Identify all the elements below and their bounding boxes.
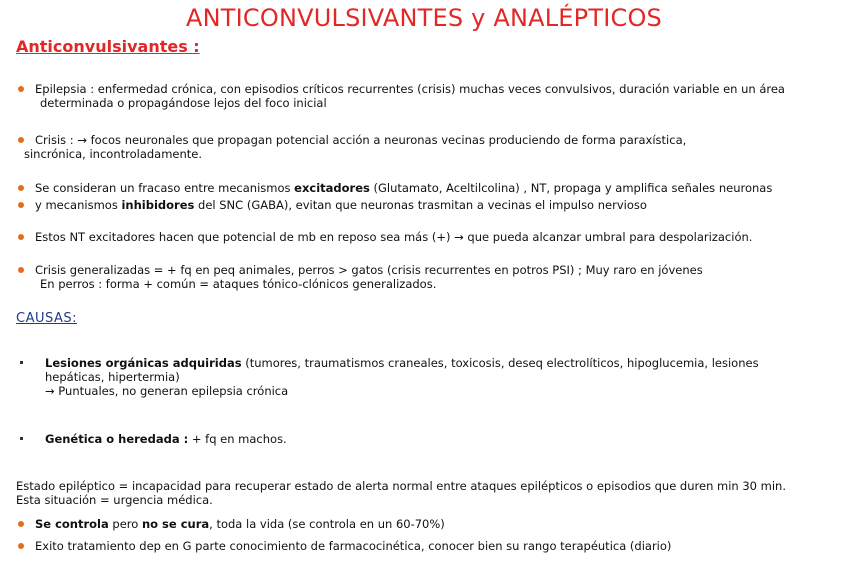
bullet-dot [18, 521, 24, 527]
estado-text-cont: Esta situación = urgencia médica. [16, 493, 213, 507]
estado-epileptico [16, 479, 786, 507]
bold-term: inhibidores [121, 198, 195, 212]
bullet-control [18, 517, 445, 531]
bullet-text: del SNC (GABA), evitan que neuronas trasmitan a vecinas el impulso nervioso [194, 198, 647, 212]
bold-term: Lesiones orgánicas adquiridas [45, 356, 242, 370]
bold-term: Genética o heredada : [45, 432, 189, 446]
bullet-dot [18, 267, 24, 273]
section-heading-anticonvulsivantes: Anticonvulsivantes : [16, 37, 200, 56]
bullet-text-cont: sincrónica, incontroladamente. [24, 147, 203, 161]
bullet-text: Estos NT excitadores hacen que potencial de mb en reposo sea más (+) → que pueda alcanzar umbral para despolarización. [35, 230, 753, 244]
bold-term: Se controla [35, 517, 109, 531]
bullet-crisis [18, 133, 686, 161]
bullet-crisis-generalizadas [18, 263, 703, 291]
bullet-text: Se consideran un fracaso entre mecanismos [35, 181, 295, 195]
cause-lesiones [18, 356, 759, 398]
bullet-text: Exito tratamiento dep en G parte conocimiento de farmacocinética, conocer bien su rango terapéutica (diario) [35, 539, 672, 553]
bullet-text: pero [108, 517, 142, 531]
cause-text: + fq en machos. [188, 432, 287, 446]
cause-text: (tumores, traumatismos craneales, toxicosis, deseq electrolíticos, hipoglucemia, lesiones [241, 356, 759, 370]
bullet-epilepsia [18, 82, 785, 110]
bullet-text: , toda la vida (se controla en un 60-70%) [209, 517, 445, 531]
bullet-dot [18, 137, 24, 143]
square-bullet [20, 437, 23, 440]
bullet-dot [18, 234, 24, 240]
bullet-inhibidores [18, 198, 647, 212]
bullet-text: y mecanismos [35, 198, 122, 212]
bullet-exito [18, 539, 671, 553]
page-title: ANTICONVULSIVANTES y ANALÉPTICOS [186, 4, 662, 32]
bullet-dot [18, 185, 24, 191]
cause-text-cont: hepáticas, hipertermia) [45, 370, 180, 384]
bullet-text-cont: determinada o propagándose lejos del foco inicial [40, 96, 327, 110]
cause-genetica [18, 432, 287, 446]
bullet-nt-excitadores [18, 230, 752, 244]
bullet-text: Epilepsia : enfermedad crónica, con episodios críticos recurrentes (crisis) muchas veces convulsivos, duración variable en un área [35, 82, 785, 96]
cause-text-arrow: → Puntuales, no generan epilepsia crónica [45, 384, 289, 398]
bold-term: excitadores [294, 181, 370, 195]
bullet-text-cont: En perros : forma + común = ataques tónico-clónicos generalizados. [40, 277, 437, 291]
square-bullet [20, 361, 23, 364]
estado-text: Estado epiléptico = incapacidad para recuperar estado de alerta normal entre ataques epilépticos o episodios que duren min 30 min. [16, 479, 786, 493]
bullet-text: (Glutamato, Aceltilcolina) , NT, propaga y amplifica señales neuronas [369, 181, 773, 195]
bullet-text: Crisis generalizadas = + fq en peq animales, perros > gatos (crisis recurrentes en potros PSI) ; Muy raro en jóvenes [35, 263, 703, 277]
bullet-text: Crisis : → focos neuronales que propagan potencial acción a neuronas vecinas produciendo de forma paraxística, [35, 133, 687, 147]
bullet-dot [18, 86, 24, 92]
bullet-dot [18, 543, 24, 549]
bold-term: no se cura [141, 517, 210, 531]
bullet-dot [18, 202, 24, 208]
section-heading-causas: CAUSAS: [16, 311, 78, 326]
bullet-excitadores [18, 181, 772, 195]
